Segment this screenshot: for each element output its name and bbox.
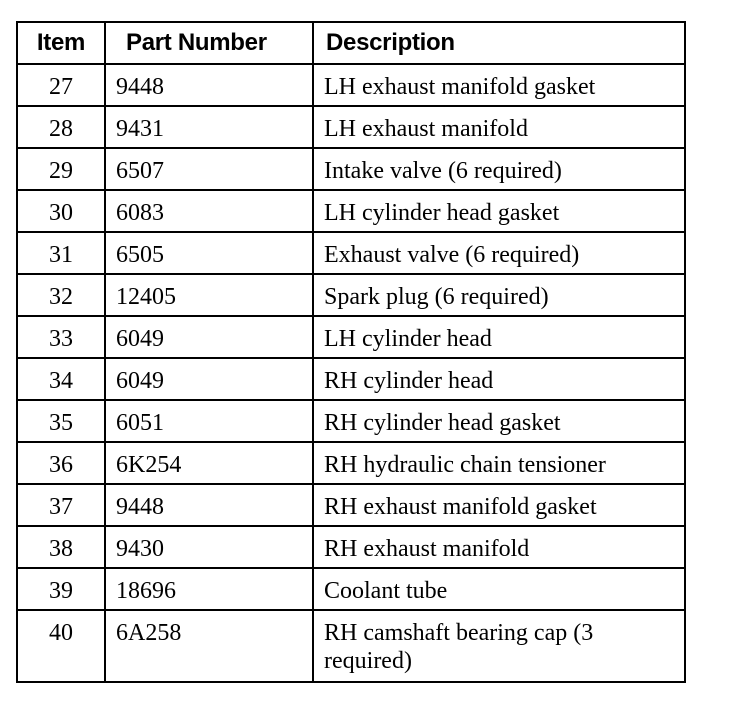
item-number: 33: [49, 326, 73, 352]
part-number: 6A258: [116, 620, 182, 646]
table-row: [17, 484, 685, 526]
description-cell: [313, 526, 685, 568]
table-header-row: [17, 22, 685, 64]
description: Spark plug (6 required): [324, 284, 549, 310]
item-cell: [17, 232, 105, 274]
description-cell: [313, 148, 685, 190]
description: LH cylinder head: [324, 326, 492, 352]
item-cell: [17, 106, 105, 148]
part-number: 12405: [116, 284, 176, 310]
part-number-cell: [105, 106, 313, 148]
part-number-cell: [105, 358, 313, 400]
description: RH camshaft bearing cap (3 required): [324, 620, 594, 674]
part-number: 6049: [116, 368, 164, 394]
description: RH cylinder head gasket: [324, 410, 561, 436]
item-number: 37: [49, 494, 73, 520]
item-cell: [17, 316, 105, 358]
item-cell: [17, 568, 105, 610]
part-number-cell: [105, 610, 313, 682]
description-cell: [313, 106, 685, 148]
part-number: 9431: [116, 116, 164, 142]
part-number-cell: [105, 274, 313, 316]
description: LH cylinder head gasket: [324, 200, 560, 226]
part-number: 9430: [116, 536, 164, 562]
parts-table: [16, 21, 686, 683]
item-cell: [17, 358, 105, 400]
description: RH hydraulic chain tensioner: [324, 452, 606, 478]
item-cell: [17, 400, 105, 442]
item-number: 34: [49, 368, 73, 394]
table-row: [17, 274, 685, 316]
table-row: [17, 526, 685, 568]
description-cell: [313, 610, 685, 682]
description-cell: [313, 400, 685, 442]
table-row: [17, 316, 685, 358]
part-number: 9448: [116, 74, 164, 100]
item-cell: [17, 610, 105, 682]
table-row: [17, 442, 685, 484]
table-row: [17, 148, 685, 190]
table-row: [17, 610, 685, 682]
table-row: [17, 232, 685, 274]
item-number: 28: [49, 116, 73, 142]
description: Exhaust valve (6 required): [324, 242, 580, 268]
table-row: [17, 190, 685, 232]
description-cell: [313, 568, 685, 610]
item-cell: [17, 274, 105, 316]
item-cell: [17, 190, 105, 232]
part-number-cell: [105, 190, 313, 232]
item-number: 40: [49, 620, 73, 646]
part-number: 6083: [116, 200, 164, 226]
item-cell: [17, 484, 105, 526]
description-cell: [313, 274, 685, 316]
description-cell: [313, 64, 685, 106]
part-number-cell: [105, 316, 313, 358]
part-number: 6K254: [116, 452, 182, 478]
description: LH exhaust manifold gasket: [324, 74, 596, 100]
table-row: [17, 358, 685, 400]
part-number-cell: [105, 568, 313, 610]
item-number: 31: [49, 242, 73, 268]
description: RH exhaust manifold: [324, 536, 530, 562]
header-item: Item: [17, 22, 105, 64]
item-cell: [17, 148, 105, 190]
item-cell: [17, 64, 105, 106]
description-cell: [313, 484, 685, 526]
item-cell: [17, 442, 105, 484]
item-number: 30: [49, 200, 73, 226]
header-part-number: Part Number: [105, 22, 313, 64]
description-cell: [313, 358, 685, 400]
description-cell: [313, 442, 685, 484]
table-row: [17, 400, 685, 442]
item-number: 38: [49, 536, 73, 562]
description-cell: [313, 232, 685, 274]
item-number: 39: [49, 578, 73, 604]
header-description: Description: [313, 22, 685, 64]
part-number: 9448: [116, 494, 164, 520]
part-number-cell: [105, 64, 313, 106]
part-number: 6505: [116, 242, 164, 268]
description-cell: [313, 316, 685, 358]
item-cell: [17, 526, 105, 568]
table-row: [17, 568, 685, 610]
description: LH exhaust manifold: [324, 116, 528, 142]
part-number-cell: [105, 400, 313, 442]
description: RH exhaust manifold gasket: [324, 494, 597, 520]
description: RH cylinder head: [324, 368, 494, 394]
part-number: 18696: [116, 578, 176, 604]
description-cell: [313, 190, 685, 232]
part-number-cell: [105, 148, 313, 190]
item-number: 35: [49, 410, 73, 436]
description: Coolant tube: [324, 578, 448, 604]
part-number-cell: [105, 442, 313, 484]
item-number: 29: [49, 158, 73, 184]
parts-table-body: [17, 64, 685, 682]
item-number: 32: [49, 284, 73, 310]
description: Intake valve (6 required): [324, 158, 562, 184]
table-row: [17, 64, 685, 106]
part-number: 6051: [116, 410, 164, 436]
part-number-cell: [105, 526, 313, 568]
part-number: 6507: [116, 158, 164, 184]
part-number-cell: [105, 232, 313, 274]
part-number: 6049: [116, 326, 164, 352]
item-number: 36: [49, 452, 73, 478]
table-row: [17, 106, 685, 148]
item-number: 27: [49, 74, 73, 100]
part-number-cell: [105, 484, 313, 526]
